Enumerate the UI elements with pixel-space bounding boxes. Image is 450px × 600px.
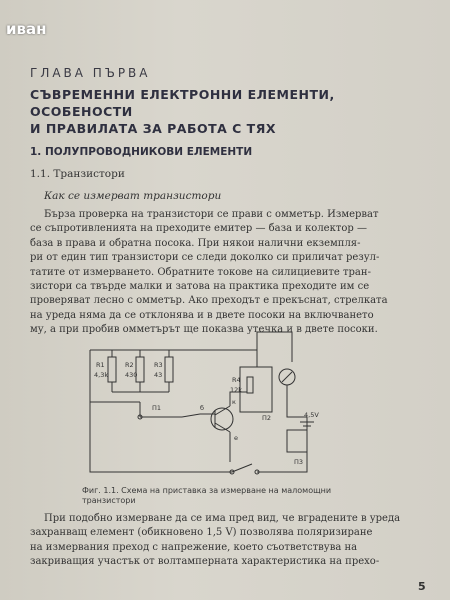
switch-p3-box	[287, 430, 307, 452]
circuit-diagram	[82, 322, 332, 482]
text-line: на измервания преход с напрежение, което съответствува на	[30, 541, 358, 553]
label-base: б	[200, 404, 205, 412]
text-line: на уреда няма да се отклонява и в двете посоки на включването	[30, 309, 374, 321]
label-r1: R1	[96, 361, 105, 369]
subsection-heading: 1.1. Транзистори	[30, 168, 125, 180]
text-line: се съпротивленията на преходите емитер — база и колектор —	[30, 223, 367, 235]
text-line: база в права и обратна посока. При някои налични екземпля-	[30, 237, 361, 249]
chapter-title	[30, 86, 430, 137]
text-line: му, а при пробив омметърът ще показва утечка и в двете посоки.	[30, 324, 378, 336]
label-r1-value: 4,3k	[94, 371, 109, 379]
label-p2: П2	[262, 414, 272, 422]
label-collector: к	[232, 398, 236, 406]
label-p3: П3	[294, 458, 304, 466]
switch-p2-box	[240, 367, 272, 412]
text-line: проверяват лесно с омметър. Ако преходът е прекъснат, стрелката	[30, 295, 388, 307]
chapter-title-line: И ПРАВИЛАТА ЗА РАБОТА С ТЯХ	[30, 121, 276, 136]
text-line: зистори са твърде малки и затова на практика преходите им се	[30, 281, 370, 293]
text-line: закриващия участък от волтамперната характеристика на прехо-	[30, 556, 380, 568]
italic-subheading: Как се измерват транзистори	[44, 190, 222, 202]
label-r4: R4	[232, 376, 241, 384]
label-p1: П1	[152, 404, 162, 412]
caption-line: транзистори	[82, 496, 136, 505]
label-r4-value: 12k	[230, 386, 243, 394]
watermark-text: иван	[6, 20, 47, 38]
switch-p1	[140, 402, 200, 417]
label-r3-value: 43	[154, 371, 163, 379]
label-r2: R2	[125, 361, 134, 369]
resistor-r4	[247, 377, 253, 393]
text-line: При подобно измерване да се има пред вид, че вградените в уреда	[44, 513, 401, 524]
chapter-label: ГЛАВА ПЪРВА	[30, 66, 151, 80]
label-r3: R3	[154, 361, 163, 369]
text-line: Бърза проверка на транзистори се прави с омметър. Измерват	[44, 209, 379, 220]
chapter-title-line: СЪВРЕМЕННИ ЕЛЕКТРОННИ ЕЛЕМЕНТИ, ОСОБЕНОСТИ	[30, 87, 335, 119]
resistor-r1	[108, 357, 116, 382]
page-number: 5	[418, 580, 426, 593]
label-battery: 4,5V	[304, 411, 319, 419]
figure-caption	[82, 486, 402, 506]
caption-line: Фиг. 1.1. Схема на приставка за измерване на маломощни	[82, 486, 332, 495]
paragraph-2	[30, 512, 430, 570]
paragraph-1	[30, 208, 430, 338]
label-r2-value: 430	[125, 371, 138, 379]
text-line: татите от измерването. Обратните токове на силициевите тран-	[30, 266, 371, 278]
resistor-r3	[165, 357, 173, 382]
label-emitter: е	[234, 434, 238, 442]
text-line: ри от един тип транзистори се следи доколко си приличат резул-	[30, 252, 380, 264]
section-heading: 1. ПОЛУПРОВОДНИКОВИ ЕЛЕМЕНТИ	[30, 146, 253, 158]
text-line: захранващ елемент (обикновено 1,5 V) позволява поляризиране	[30, 527, 373, 539]
